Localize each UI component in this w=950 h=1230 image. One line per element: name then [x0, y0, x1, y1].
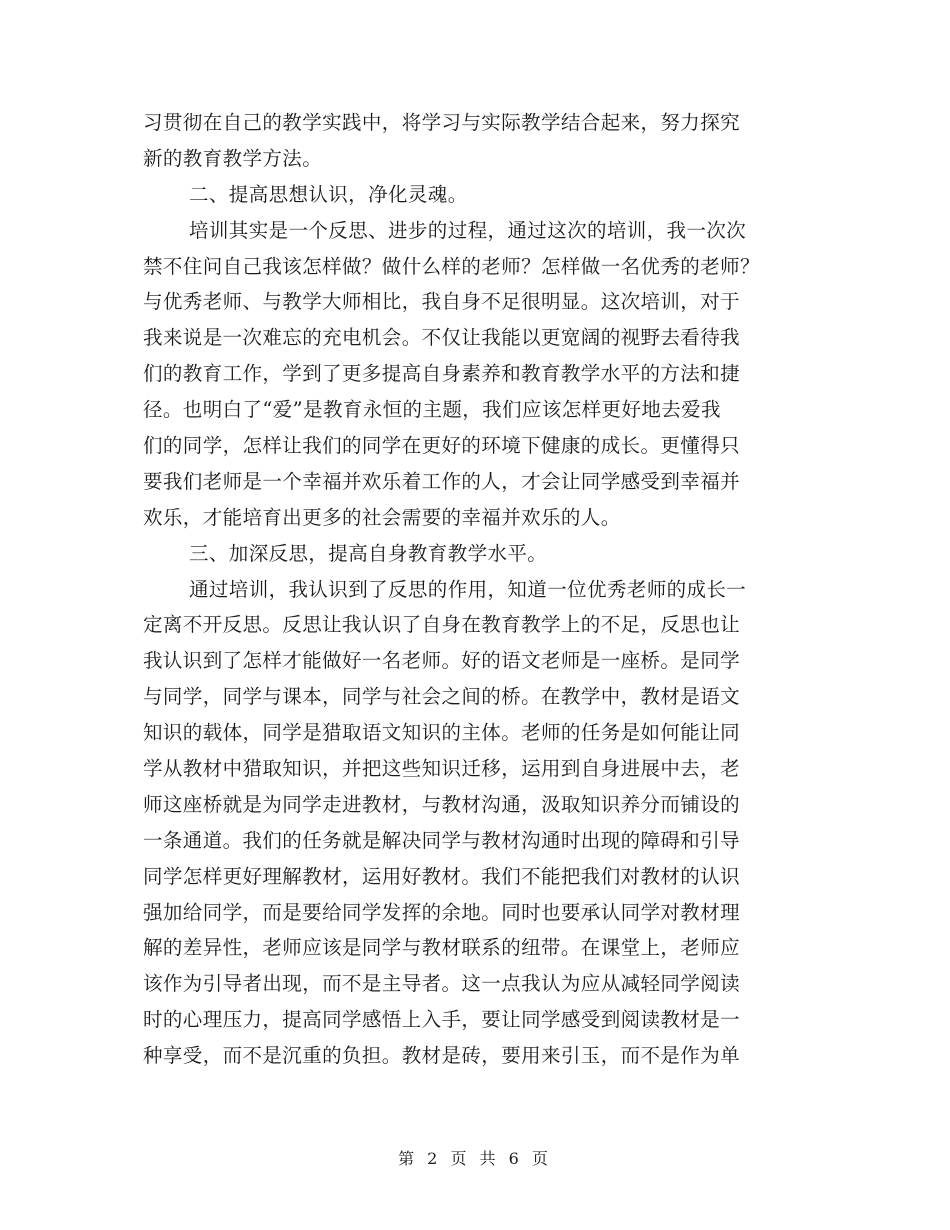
text-line: 新的教育教学方法。	[143, 146, 323, 170]
text-line: 强加给同学，而是要给同学发挥的余地。同时也要承认同学对教材理	[143, 900, 741, 924]
text-line: 定离不开反思。反思让我认识了自身在教育教学上的不足，反思也让	[143, 613, 741, 637]
text-line: 时的心理压力，提高同学感悟上入手，要让同学感受到阅读教材是一	[143, 1008, 741, 1032]
text-line: 通过培训，我认识到了反思的作用，知道一位优秀老师的成长一	[189, 577, 747, 601]
document-body	[143, 105, 803, 1074]
text-line: 解的差异性，老师应该是同学与教材联系的纽带。在课堂上，老师应	[143, 936, 741, 960]
text-line: 们的教育工作，学到了更多提高自身素养和教育教学水平的方法和捷	[143, 362, 741, 386]
text-line: 我认识到了怎样才能做好一名老师。好的语文老师是一座桥。是同学	[143, 649, 741, 673]
page-number-footer: 第 2 页 共 6 页	[398, 1149, 552, 1168]
text-line: 培训其实是一个反思、进步的过程，通过这次的培训，我一次次	[189, 218, 747, 242]
text-line: 该作为引导者出现，而不是主导者。这一点我认为应从减轻同学阅读	[143, 972, 741, 996]
text-line: 一条通道。我们的任务就是解决同学与教材沟通时出现的障碍和引导	[143, 828, 741, 852]
text-line: 二、提高思想认识，净化灵魂。	[189, 182, 468, 206]
text-line: 禁不住问自己我该怎样做？做什么样的老师？怎样做一名优秀的老师？	[143, 254, 760, 278]
text-line: 我来说是一次难忘的充电机会。不仅让我能以更宽阔的视野去看待我	[143, 326, 741, 350]
text-line: 三、加深反思，提高自身教育教学水平。	[189, 541, 548, 565]
text-line: 们的同学，怎样让我们的同学在更好的环境下健康的成长。更懂得只	[143, 434, 741, 458]
text-line: 欢乐，才能培育出更多的社会需要的幸福并欢乐的人。	[143, 505, 621, 529]
text-line: 知识的载体，同学是猎取语文知识的主体。老师的任务是如何能让同	[143, 721, 741, 745]
text-line: 师这座桥就是为同学走进教材，与教材沟通，汲取知识养分而铺设的	[143, 792, 741, 816]
text-line: 同学怎样更好理解教材，运用好教材。我们不能把我们对教材的认识	[143, 864, 741, 888]
text-line: 与优秀老师、与教学大师相比，我自身不足很明显。这次培训，对于	[143, 290, 741, 314]
text-line: 习贯彻在自己的教学实践中，将学习与实际教学结合起来，努力探究	[143, 111, 741, 134]
text-line: 要我们老师是一个幸福并欢乐着工作的人，才会让同学感受到幸福并	[143, 469, 741, 493]
text-line: 径。也明白了“爱”是教育永恒的主题，我们应该怎样更好地去爱我	[143, 398, 721, 422]
text-line: 与同学，同学与课本，同学与社会之间的桥。在教学中，教材是语文	[143, 685, 741, 709]
text-line: 种享受，而不是沉重的负担。教材是砖，要用来引玉，而不是作为单	[143, 1044, 741, 1068]
text-line: 学从教材中猎取知识，并把这些知识迁移，运用到自身进展中去，老	[143, 757, 741, 781]
